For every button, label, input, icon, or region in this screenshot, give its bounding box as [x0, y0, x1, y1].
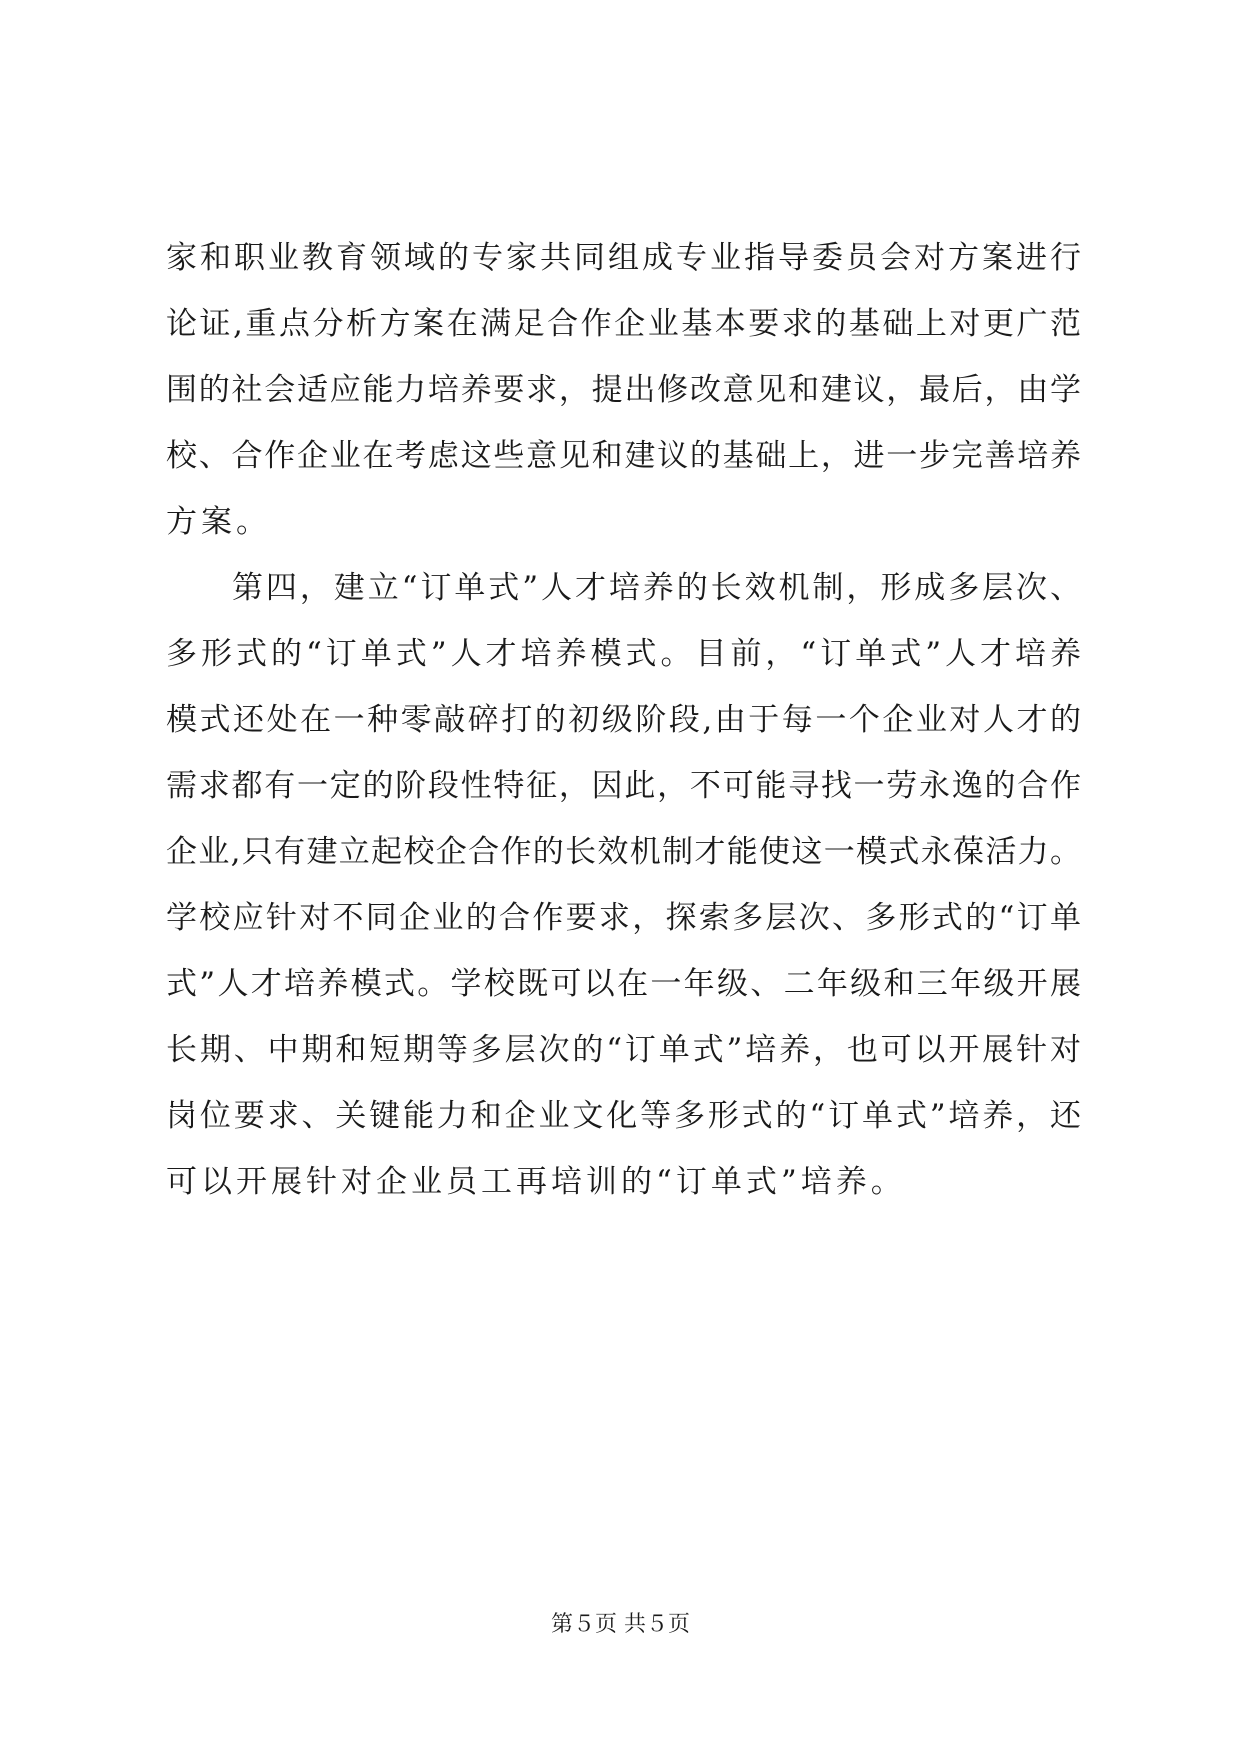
- page-number-footer: 第５页 共５页: [551, 1612, 690, 1637]
- paragraph-line: 校、合作企业在考虑这些意见和建议的基础上，进一步完善培养: [166, 438, 1081, 474]
- paragraph-line: 岗位要求、关键能力和企业文化等多形式的“订单式”培养，还: [166, 1098, 1081, 1134]
- paragraph-line: 多形式的“订单式”人才培养模式。目前，“订单式”人才培养: [166, 636, 1081, 672]
- paragraph-line: 第四，建立“订单式”人才培养的长效机制，形成多层次、: [232, 570, 1081, 606]
- paragraph-line: 学校应针对不同企业的合作要求，探索多层次、多形式的“订单: [166, 900, 1081, 936]
- paragraph-line: 方案。: [166, 504, 271, 540]
- paragraph-line: 论证,重点分析方案在满足合作企业基本要求的基础上对更广范: [166, 306, 1081, 342]
- paragraph-line: 企业,只有建立起校企合作的长效机制才能使这一模式永葆活力。: [166, 834, 1081, 870]
- document-body: [166, 225, 1081, 1215]
- paragraph-line: 需求都有一定的阶段性特征，因此，不可能寻找一劳永逸的合作: [166, 768, 1081, 804]
- paragraph-line: 可以开展针对企业员工再培训的“订单式”培养。: [166, 1164, 906, 1200]
- paragraph-line: 式”人才培养模式。学校既可以在一年级、二年级和三年级开展: [166, 966, 1081, 1002]
- paragraph-line: 长期、中期和短期等多层次的“订单式”培养，也可以开展针对: [166, 1032, 1081, 1068]
- paragraph-line: 模式还处在一种零敲碎打的初级阶段,由于每一个企业对人才的: [166, 702, 1081, 738]
- paragraph-line: 家和职业教育领域的专家共同组成专业指导委员会对方案进行: [166, 240, 1081, 276]
- paragraph-line: 围的社会适应能力培养要求，提出修改意见和建议，最后，由学: [166, 372, 1081, 408]
